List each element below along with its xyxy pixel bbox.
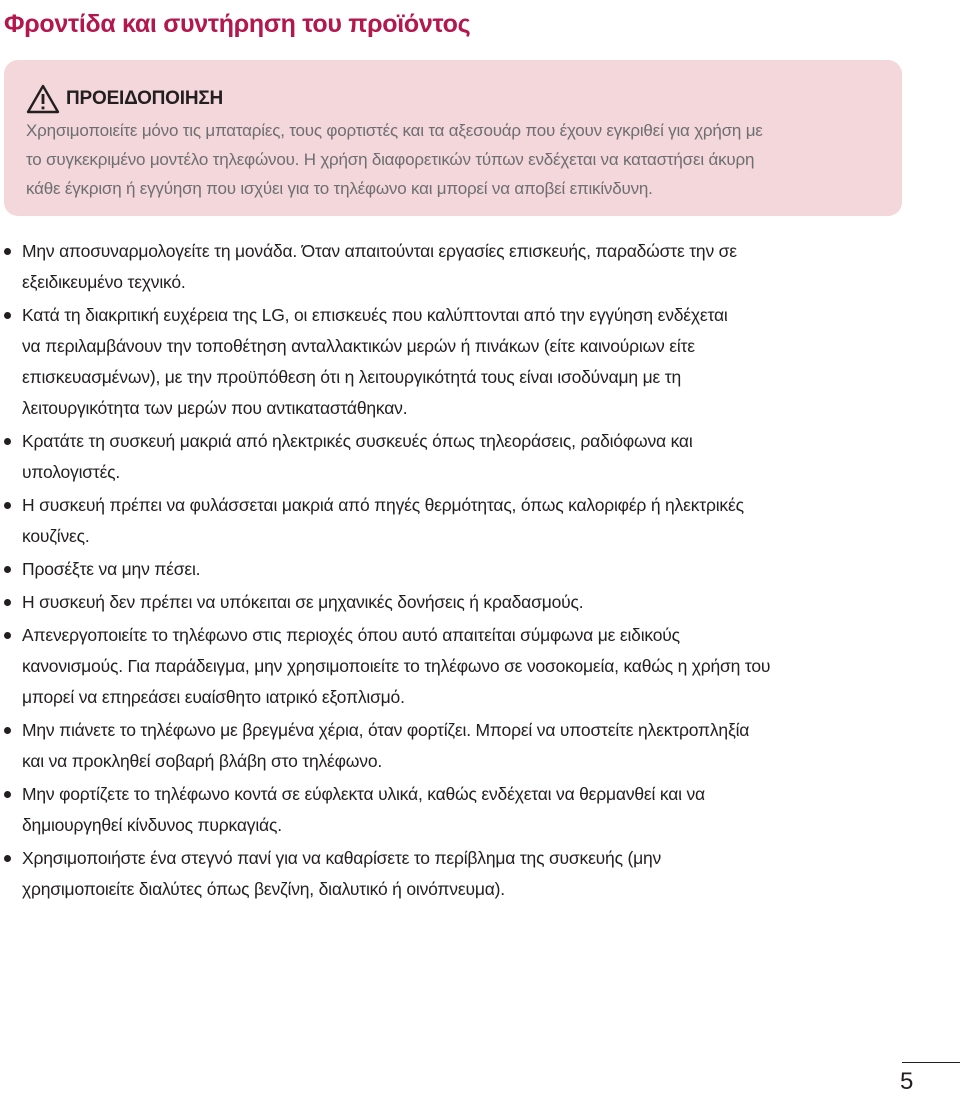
list-item-line: Μην αποσυναρμολογείτε τη μονάδα. Όταν απαιτούνται εργασίες επισκευής, παραδώστε την σε (22, 241, 737, 261)
bullet-icon (4, 599, 11, 606)
warning-text (26, 116, 882, 203)
list-item (0, 620, 905, 713)
list-item (0, 843, 905, 905)
bullet-icon (4, 632, 11, 639)
list-item-line: Απενεργοποιείτε το τηλέφωνο στις περιοχές όπου αυτό απαιτείται σύμφωνα με ειδικούς (22, 625, 680, 645)
bullet-icon (4, 855, 11, 862)
list-item-line: να περιλαμβάνουν την τοποθέτηση ανταλλακτικών μερών ή πινάκων (είτε καινούριων είτε (22, 336, 695, 356)
list-item-line: κανονισμούς. Για παράδειγμα, μην χρησιμοποιείτε το τηλέφωνο σε νοσοκομεία, καθώς η χρήση του (22, 656, 771, 676)
warning-box (4, 60, 902, 216)
list-item (0, 587, 905, 618)
bullet-icon (4, 502, 11, 509)
list-item (0, 715, 905, 777)
list-item (0, 779, 905, 841)
list-item (0, 236, 905, 298)
bullet-icon (4, 727, 11, 734)
list-item-line: Η συσκευή δεν πρέπει να υπόκειται σε μηχανικές δονήσεις ή κραδασμούς. (22, 592, 584, 612)
page-number: 5 (900, 1068, 914, 1095)
warning-triangle-icon (26, 84, 60, 114)
list-item-line: χρησιμοποιείτε διαλύτες όπως βενζίνη, διαλυτικό ή οινόπνευμα). (22, 879, 505, 899)
bullet-icon (4, 791, 11, 798)
list-item-line: υπολογιστές. (22, 462, 121, 482)
list-item-line: Κατά τη διακριτική ευχέρεια της LG, οι επισκευές που καλύπτονται από την εγγύηση ενδέχεται (22, 305, 728, 325)
warning-header (26, 84, 882, 114)
warning-line: Χρησιμοποιείτε μόνο τις μπαταρίες, τους φορτιστές και τα αξεσουάρ που έχουν εγκριθεί για χρήση με (26, 121, 763, 140)
list-item-line: Μην φορτίζετε το τηλέφωνο κοντά σε εύφλεκτα υλικά, καθώς ενδέχεται να θερμανθεί και να (22, 784, 705, 804)
bullet-icon (4, 438, 11, 445)
bullet-icon (4, 248, 11, 255)
bullet-icon (4, 312, 11, 319)
list-item-line: Χρησιμοποιήστε ένα στεγνό πανί για να καθαρίσετε το περίβλημα της συσκευής (μην (22, 848, 662, 868)
list-item-line: δημιουργηθεί κίνδυνος πυρκαγιάς. (22, 815, 282, 835)
page-title: Φροντίδα και συντήρηση του προϊόντος (4, 10, 471, 38)
warning-line: κάθε έγκριση ή εγγύηση που ισχύει για το τηλέφωνο και μπορεί να αποβεί επικίνδυνη. (26, 179, 653, 198)
list-item (0, 554, 905, 585)
list-item-line: κουζίνες. (22, 526, 90, 546)
care-instructions-list (0, 236, 905, 907)
list-item-line: Κρατάτε τη συσκευή μακριά από ηλεκτρικές συσκευές όπως τηλεοράσεις, ραδιόφωνα και (22, 431, 693, 451)
page-number-rule (902, 1062, 960, 1063)
list-item-line: μπορεί να επηρεάσει ευαίσθητο ιατρικό εξοπλισμό. (22, 687, 405, 707)
list-item-line: λειτουργικότητα των μερών που αντικαταστάθηκαν. (22, 398, 408, 418)
list-item-line: Η συσκευή πρέπει να φυλάσσεται μακριά από πηγές θερμότητας, όπως καλοριφέρ ή ηλεκτρικές (22, 495, 744, 515)
warning-line: το συγκεκριμένο μοντέλο τηλεφώνου. Η χρήση διαφορετικών τύπων ενδέχεται να καταστήσει άκυρη (26, 150, 755, 169)
list-item-line: εξειδικευμένο τεχνικό. (22, 272, 186, 292)
list-item (0, 426, 905, 488)
list-item-line: και να προκληθεί σοβαρή βλάβη στο τηλέφωνο. (22, 751, 383, 771)
list-item-line: Προσέξτε να μην πέσει. (22, 559, 201, 579)
warning-title: ΠΡΟΕΙΔΟΠΟΙΗΣΗ (66, 88, 224, 109)
list-item (0, 490, 905, 552)
list-item-line: Μην πιάνετε το τηλέφωνο με βρεγμένα χέρια, όταν φορτίζει. Μπορεί να υποστείτε ηλεκτροπληξία (22, 720, 750, 740)
list-item (0, 300, 905, 424)
list-item-line: επισκευασμένων), με την προϋπόθεση ότι η λειτουργικότητά τους είναι ισοδύναμη με τη (22, 367, 681, 387)
bullet-icon (4, 566, 11, 573)
